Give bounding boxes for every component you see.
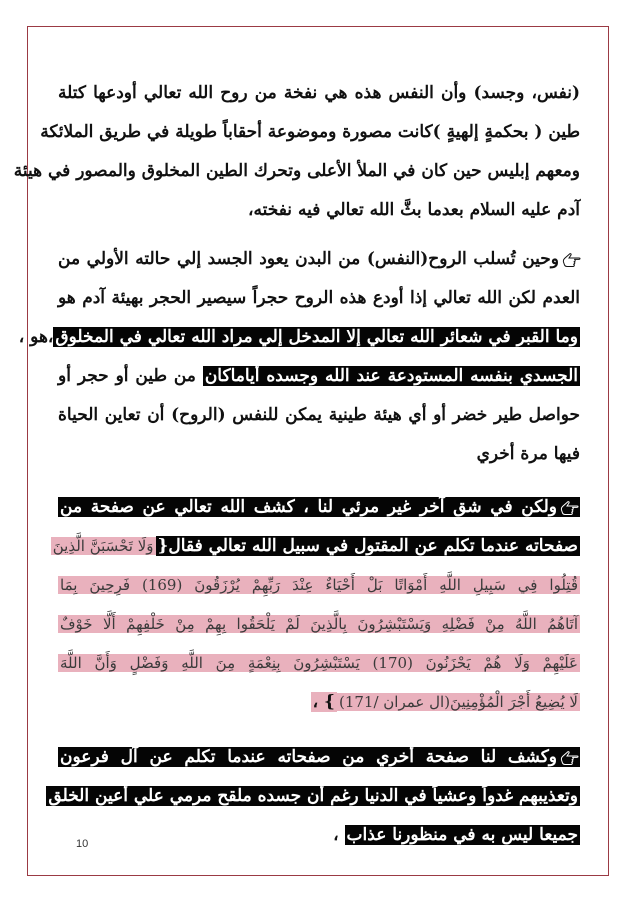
text-line: آدم عليه السلام بعدما بثَّ الله تعالي فيه نفخته،: [248, 200, 580, 220]
pointing-hand-icon: [560, 750, 578, 766]
text-line: ومعهم إبليس حين كان في الملأ الأعلى وتحرك الطين المخلوق والمصور في هيئة: [13, 161, 580, 181]
quran-quote: قُتِلُوا فِي سَبِيلِ اللَّهِ أَمْوَاتًا بَلْ أَحْيَاءٌ عِنْدَ رَبِّهِمْ يُرْزَقُونَ (169) فَرِحِينَ بِمَا: [60, 576, 578, 594]
text-line: طين ( بحكمةٍ إلهيةٍ )كانت مصورة وموضوعة أحقاباً طويلة في طريق الملائكة: [40, 122, 580, 142]
highlighted-text: جميعا ليس به في منظورنا عذاب: [346, 825, 578, 845]
text-line: فيها مرة أخري: [476, 444, 580, 464]
text-line: [58, 605, 580, 644]
pointing-hand-icon: [562, 252, 580, 268]
text-line: [58, 816, 580, 855]
highlighted-text: [58, 747, 580, 767]
highlighted-text: [58, 497, 580, 517]
text-line: (نفس، وجسد) وأن النفس هذه هي نفخة من روح الله تعالي أودعها كتلة: [58, 83, 580, 103]
quran-quote: وَلَا تَحْسَبَنَّ الَّذِينَ: [52, 537, 154, 555]
text-run: ،: [333, 825, 345, 845]
text-run: ولكن في شق آخر غير مرئي لنا ، كشف الله تعالي عن صفحة من: [60, 497, 557, 517]
paragraph-soul-body: [13, 74, 580, 230]
document-body: [13, 74, 580, 855]
text-line: [58, 683, 580, 722]
highlighted-text: الجسدي بنفسه المستودعة عند الله وجسده أياماكان: [204, 366, 579, 386]
text-line: [58, 644, 580, 683]
text-line: [58, 357, 580, 396]
text-line: [18, 318, 580, 357]
text-run: ،هو ،: [18, 327, 54, 347]
text-line: [58, 566, 580, 605]
highlighted-text: صفحاته عندما تكلم عن المقتول في سبيل الله تعالي فقال{: [157, 536, 578, 556]
text-line: [58, 240, 580, 279]
text-run: من طين أو حجر أو: [58, 366, 203, 386]
highlighted-text: وما القبر في شعائر الله تعالي إلا المدخل إلي مراد الله تعالي في المخلوق: [55, 327, 578, 347]
page-number: 10: [76, 838, 89, 850]
quran-quote: عَلَيْهِمْ وَلَا هُمْ يَحْزَنُونَ (170) يَسْتَبْشِرُونَ بِنِعْمَةٍ مِنَ اللَّهِ وَفَضْلٍ وَأَنَّ اللَّهَ: [60, 654, 579, 672]
quote-close: } ،: [312, 692, 335, 712]
quran-quote: لَا يُضِيعُ أَجْرَ الْمُؤْمِنِينَ(ال عمران /171): [338, 693, 578, 711]
highlighted-text: وتعذيبهم غدواً وعشياً في الدنيا رغم أن جسده ملقح مرمي علي أعين الخلق: [48, 786, 578, 806]
text-line: [48, 777, 580, 816]
text-line: العدم لكن الله تعالي إذا أودع هذه الروح حجراً سيصير الحجر بهيئة آدم هو: [58, 288, 580, 308]
paragraph-martyrs: [52, 488, 580, 722]
text-line: [58, 738, 580, 777]
text-run: وكشف لنا صفحة أخري من صفحاته عندما تكلم عن آل فرعون: [60, 747, 557, 767]
paragraph-soul-departure: [18, 240, 580, 474]
text-run: وحين تُسلب الروح(النفس) من البدن يعود الجسد إلي حالته الأولي من: [58, 249, 559, 269]
quran-quote: آتَاهُمُ اللَّهُ مِنْ فَضْلِهِ وَيَسْتَبْشِرُونَ بِالَّذِينَ لَمْ يَلْحَقُوا بِهِمْ مِنْ خَلْفِهِمْ أَلَّا خَوْفٌ: [60, 615, 578, 633]
pointing-hand-icon: [560, 500, 578, 516]
paragraph-pharaoh: [48, 738, 580, 855]
text-line: [58, 488, 580, 527]
text-line: [52, 527, 580, 566]
text-line: حواصل طير خضر أو أي هيئة طينية يمكن للنفس (الروح) أن تعاين الحياة: [58, 405, 580, 425]
